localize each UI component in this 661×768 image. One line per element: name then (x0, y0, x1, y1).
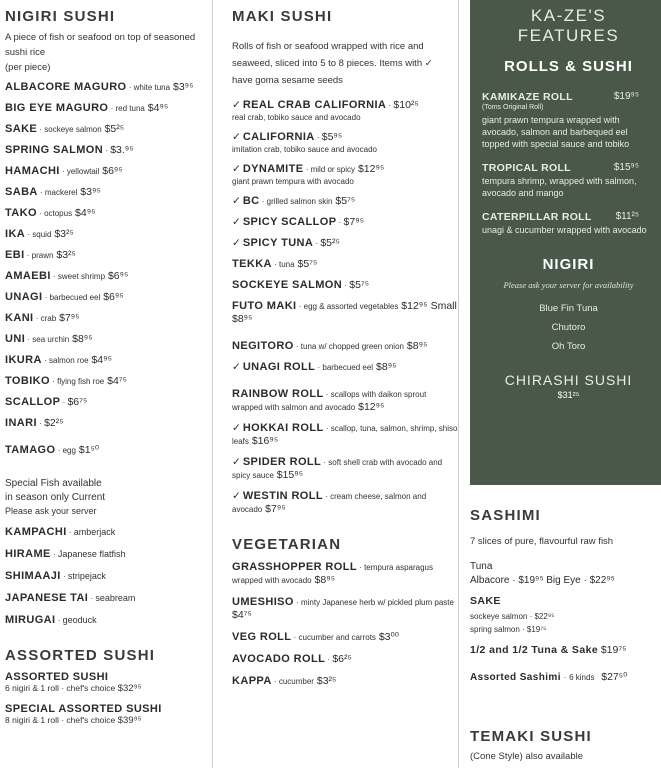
sashimi-description: 7 slices of pure, flavourful raw fish (470, 536, 614, 547)
special-fish-desc: stripejack (67, 571, 106, 581)
nigiri-item-desc: sockeye salmon (44, 125, 102, 134)
nigiri-item: IKURA · salmon roe $4⁹⁵ (5, 354, 112, 366)
maki-item-name: TEKKA (232, 258, 272, 270)
vegetarian-item-desc: cucumber (278, 677, 314, 686)
maki-item-name: SPICY SCALLOP (242, 216, 337, 228)
special-fish-name: HIRAME (5, 548, 51, 560)
maki-item: TEKKA · tuna $5⁷⁵ (232, 258, 318, 270)
special-fish-line3: Please ask your server (5, 506, 97, 516)
sesame-check-icon: ✓ (232, 163, 241, 175)
sashimi-assorted-price: $27⁵⁰ (601, 671, 628, 683)
nigiri-item: INARI · $2²⁵ (5, 417, 64, 429)
sesame-check-icon: ✓ (232, 361, 241, 373)
assorted-item-name: SPECIAL ASSORTED SUSHI (5, 703, 162, 715)
temaki-description: (Cone Style) also available (470, 751, 584, 762)
vegetarian-item-price: $3²⁵ (316, 675, 337, 687)
sashimi-sake-line2: spring salmon · $19⁷⁵ (470, 625, 547, 634)
feature-nigiri-item: Oh Toro (551, 341, 586, 352)
maki-item-name: BC (242, 195, 260, 207)
nigiri-item-price: $4⁹⁵ (75, 207, 96, 219)
special-fish-item: KAMPACHI · amberjack (5, 526, 116, 538)
maki-item-name: SPICY TUNA (242, 237, 314, 249)
vegetarian-item-desc: tempura asparagus wrapped with avocado (232, 563, 434, 585)
special-fish-item: SHIMAAJI · stripejack (5, 570, 106, 582)
nigiri-unit: (per piece) (5, 62, 51, 73)
assorted-item-detail-text: 8 nigiri & 1 roll · chef's choice (5, 715, 116, 725)
nigiri-item-price: $3.⁹⁵ (110, 144, 134, 156)
maki-item-price: $8⁹⁵ (376, 361, 397, 373)
features-panel (470, 0, 661, 485)
nigiri-item-name: TAMAGO (5, 444, 56, 456)
special-fish-item: MIRUGAI · geoduck (5, 614, 97, 626)
nigiri-item-price: $8⁹⁵ (72, 333, 93, 345)
sashimi-assorted-sub: 6 kinds (569, 673, 595, 682)
nigiri-title: NIGIRI SUSHI (5, 8, 116, 25)
maki-item-price: $5⁹⁵ (321, 131, 343, 143)
sashimi-tuna-label: Tuna (470, 561, 493, 572)
vegetarian-item: VEG ROLL · cucumber and carrots $3⁰⁰ (232, 631, 399, 643)
feature-roll-header (482, 211, 655, 223)
nigiri-column (0, 0, 207, 768)
assorted-item-price: $39⁹⁵ (117, 715, 142, 726)
sashimi-assorted-label: Assorted Sashimi (470, 672, 561, 683)
maki-item: ✓ CALIFORNIA · $5⁹⁵ imitation crab, tobiko sauce and avocado (232, 131, 458, 155)
assorted-item-detail (5, 683, 207, 694)
sashimi-sake-line1: sockeye salmon · $22⁹⁵ (470, 612, 555, 621)
sashimi-half-half (470, 644, 661, 657)
special-fish-desc: amberjack (73, 527, 116, 537)
nigiri-item-name: IKURA (5, 354, 42, 366)
special-fish-desc: Japanese flatfish (57, 549, 126, 559)
maki-item: SOCKEYE SALMON · $5⁷⁵ (232, 279, 370, 291)
nigiri-item-price: $3²⁵ (54, 228, 74, 240)
nigiri-item-desc: salmon roe (48, 356, 89, 365)
special-fish-line2: in season only Current (5, 492, 106, 503)
nigiri-item-name: EBI (5, 249, 25, 261)
sesame-check-icon: ✓ (232, 131, 241, 143)
sashimi-title: SASHIMI (470, 507, 541, 524)
nigiri-item: ALBACORE MAGURO · white tuna $3⁹⁵ (5, 81, 194, 93)
maki-item-price: $15⁹⁵ (276, 469, 304, 481)
nigiri-item-name: SABA (5, 186, 38, 198)
sashimi-sake-label: SAKE (470, 595, 501, 607)
vegetarian-item: UMESHISO · minty Japanese herb w/ pickled plum paste $4⁷⁵ (232, 596, 454, 621)
nigiri-item-price: $3²⁵ (56, 249, 76, 261)
nigiri-item-desc: flying fish roe (57, 377, 105, 386)
vegetarian-item: KAPPA · cucumber $3²⁵ (232, 675, 337, 687)
nigiri-item-name: KANI (5, 312, 34, 324)
feature-roll-header (482, 162, 655, 174)
nigiri-item: EBI · prawn $3²⁵ (5, 249, 76, 261)
column-divider-2 (458, 0, 459, 768)
nigiri-item-name: UNAGI (5, 291, 43, 303)
feature-roll-name: KAMIKAZE ROLL (482, 91, 573, 103)
vegetarian-item-name: VEG ROLL (232, 631, 292, 643)
sesame-check-icon: ✓ (232, 237, 241, 249)
sesame-check-icon: ✓ (232, 99, 241, 111)
nigiri-item-name: HAMACHI (5, 165, 60, 177)
nigiri-item: SABA · mackerel $3⁹⁵ (5, 186, 101, 198)
nigiri-item: AMAEBI · sweet shrimp $6⁹⁵ (5, 270, 129, 282)
maki-item-price: $5⁷⁵ (349, 279, 370, 291)
nigiri-item-desc: barbecued eel (49, 293, 101, 302)
maki-item: ✓ WESTIN ROLL · cream cheese, salmon and avocado $7⁹⁵ (232, 490, 427, 515)
special-fish-item: JAPANESE TAI · seabream (5, 592, 136, 604)
nigiri-item: IKA · squid $3²⁵ (5, 228, 74, 240)
nigiri-item-name: UNI (5, 333, 26, 345)
feature-nigiri-item: Chutoro (551, 322, 586, 333)
maki-item: NEGITORO · tuna w/ chopped green onion $8⁹⁵ (232, 340, 428, 352)
nigiri-item: UNI · sea urchin $8⁹⁵ (5, 333, 93, 345)
maki-item-desc: egg & assorted vegetables (303, 302, 399, 311)
nigiri-item-price: $1⁵⁰ (78, 444, 100, 456)
maki-item: FUTO MAKI · egg & assorted vegetables $12⁹⁵ Small $8⁹⁵ (232, 300, 457, 325)
nigiri-item: KANI · crab $7⁹⁵ (5, 312, 80, 324)
sashimi-tuna (470, 560, 661, 587)
maki-item-price: $5²⁵ (320, 237, 340, 249)
vegetarian-item: AVOCADO ROLL · $6²⁵ (232, 653, 352, 665)
nigiri-item-name: SAKE (5, 123, 38, 135)
maki-item-price: $7⁹⁵ (265, 503, 286, 515)
vegetarian-item-name: UMESHISO (232, 596, 294, 608)
nigiri-item-desc: sea urchin (32, 335, 70, 344)
special-fish-desc: seabream (95, 593, 136, 603)
nigiri-item-price: $4⁹⁵ (91, 354, 112, 366)
nigiri-item-price: $3⁹⁵ (173, 81, 194, 93)
nigiri-item: TOBIKO · flying fish roe $4⁷⁵ (5, 375, 127, 387)
feature-roll-price: $15⁹⁵ (613, 162, 639, 173)
feature-roll-desc: tempura shrimp, wrapped with salmon, avocado and mango (482, 176, 637, 198)
feature-roll-name: CATERPILLAR ROLL (482, 211, 592, 223)
nigiri-item-name: TOBIKO (5, 375, 50, 387)
assorted-list (5, 671, 207, 726)
maki-item-desc: tuna (279, 260, 295, 269)
maki-item-desc: tuna w/ chopped green onion (300, 342, 404, 351)
maki-item: ✓ SPIDER ROLL · soft shell crab with avocado and spicy sauce $15⁹⁵ (232, 456, 443, 481)
assorted-item (5, 703, 207, 726)
nigiri-item-desc: sweet shrimp (57, 272, 106, 281)
feature-roll (482, 91, 655, 150)
feature-roll (482, 162, 655, 199)
maki-item-desc: scallops with daikon sprout wrapped with salmon and avocado (232, 390, 427, 412)
maki-item-price: $12⁹⁵ Small $8⁹⁵ (232, 300, 457, 325)
vegetarian-item-price: $8⁹⁵ (314, 574, 336, 586)
maki-item-name: UNAGI ROLL (242, 361, 316, 373)
maki-item: ✓ REAL CRAB CALIFORNIA · $10²⁵ real crab, tobiko sauce and avocado (232, 99, 458, 123)
assorted-item-price: $32⁹⁵ (117, 683, 142, 694)
feature-roll (482, 211, 655, 236)
nigiri-item-desc: red tuna (115, 104, 145, 113)
nigiri-item-desc: squid (32, 230, 52, 239)
nigiri-item: TAKO · octopus $4⁹⁵ (5, 207, 96, 219)
nigiri-item-name: AMAEBI (5, 270, 51, 282)
nigiri-item-price: $4⁷⁵ (107, 375, 127, 387)
nigiri-item-desc: yellowtail (66, 167, 100, 176)
sashimi-section (470, 507, 661, 684)
maki-item-desc: grilled salmon skin (266, 197, 333, 206)
maki-item-price: $5⁷⁵ (297, 258, 318, 270)
nigiri-item-desc: egg (62, 446, 76, 455)
chirashi-price: $31²⁵ (557, 390, 580, 400)
assorted-item-detail (5, 715, 207, 726)
maki-item-name: SPIDER ROLL (242, 456, 322, 468)
vegetarian-item-price: $4⁷⁵ (232, 609, 252, 621)
maki-item-price: $10²⁵ (393, 99, 419, 111)
maki-list (232, 99, 458, 516)
vegetarian-item-price: $6²⁵ (332, 653, 352, 665)
maki-item: ✓ SPICY SCALLOP · $7⁹⁵ (232, 216, 365, 228)
vegetarian-item-name: GRASSHOPPER ROLL (232, 561, 357, 573)
assorted-item-detail-text: 6 nigiri & 1 roll · chef's choice (5, 683, 116, 693)
nigiri-item-name: ALBACORE MAGURO (5, 81, 127, 93)
maki-column (218, 0, 458, 768)
maki-item-price: $8⁹⁵ (406, 340, 428, 352)
vegetarian-item-name: AVOCADO ROLL (232, 653, 326, 665)
sesame-check-icon: ✓ (232, 216, 241, 228)
feature-roll-header (482, 91, 655, 103)
nigiri-item-price: $6⁹⁵ (107, 270, 129, 282)
nigiri-item-price: $7⁹⁵ (59, 312, 80, 324)
nigiri-item-name: IKA (5, 228, 26, 240)
nigiri-item-price: $4⁹⁵ (147, 102, 169, 114)
nigiri-item-desc: white tuna (133, 83, 171, 92)
nigiri-item-price: $3⁹⁵ (80, 186, 101, 198)
nigiri-item-desc: prawn (31, 251, 54, 260)
features-nigiri-title: NIGIRI (542, 256, 595, 273)
feature-roll-name: TROPICAL ROLL (482, 162, 571, 174)
features-rolls-list (482, 91, 655, 236)
special-fish-name: MIRUGAI (5, 614, 56, 626)
maki-item: ✓ SPICY TUNA · $5²⁵ (232, 237, 340, 249)
sashimi-half-price: $19⁷⁵ (600, 644, 627, 656)
special-fish-desc: geoduck (62, 615, 97, 625)
nigiri-item-name: INARI (5, 417, 37, 429)
assorted-item-name: ASSORTED SUSHI (5, 671, 109, 683)
sesame-check-icon: ✓ (232, 456, 241, 468)
maki-item-name: WESTIN ROLL (242, 490, 323, 502)
maki-title: MAKI SUSHI (232, 8, 333, 25)
feature-roll-desc: unagi & cucumber wrapped with avocado (482, 225, 647, 235)
nigiri-item: UNAGI · barbecued eel $6⁹⁵ (5, 291, 124, 303)
nigiri-item-name: SPRING SALMON (5, 144, 104, 156)
column-divider-1 (212, 0, 213, 768)
nigiri-list (5, 81, 207, 457)
sesame-check-icon: ✓ (232, 422, 241, 434)
vegetarian-item-price: $3⁰⁰ (378, 631, 399, 643)
nigiri-item: SPRING SALMON · $3.⁹⁵ (5, 144, 134, 156)
nigiri-item-price: $5²⁵ (104, 123, 125, 135)
sashimi-tuna-line: Albacore · $19⁹⁵ Big Eye · $22⁹⁵ (470, 575, 615, 586)
rolls-sushi-title: ROLLS & SUSHI (504, 58, 633, 75)
nigiri-description: A piece of fish or seafood on top of seasoned sushi rice (5, 32, 196, 58)
sashimi-sake (470, 595, 661, 636)
nigiri-item-name: TAKO (5, 207, 37, 219)
maki-item-detail: giant prawn tempura with avocado (232, 177, 354, 186)
nigiri-item-desc: octopus (44, 209, 73, 218)
features-nigiri-note: Please ask your server for availability (503, 280, 634, 290)
vegetarian-title: VEGETARIAN (232, 536, 342, 553)
nigiri-item-price: $6⁹⁵ (102, 165, 123, 177)
nigiri-item: TAMAGO · egg $1⁵⁰ (5, 444, 100, 456)
temaki-section (470, 728, 661, 765)
nigiri-item: SCALLOP · $6⁷⁵ (5, 396, 88, 408)
assorted-title: ASSORTED SUSHI (5, 647, 156, 664)
maki-item-name: CALIFORNIA (242, 131, 315, 143)
maki-item-name: HOKKAI ROLL (242, 422, 324, 434)
nigiri-item-desc: mackerel (44, 188, 78, 197)
maki-item-name: NEGITORO (232, 340, 294, 352)
maki-item-desc: soft shell crab with avocado and spicy sauce (232, 458, 443, 480)
maki-item-desc: cream cheese, salmon and avocado (232, 492, 427, 514)
maki-description: Rolls of fish or seafood wrapped with rice and seaweed, sliced into 5 to 8 pieces. Items with ✓ have goma sesame seeds (232, 41, 433, 86)
features-title-line1: KA-ZE'S (530, 6, 607, 25)
vegetarian-item-desc: cucumber and carrots (298, 633, 376, 642)
nigiri-item: HAMACHI · yellowtail $6⁹⁵ (5, 165, 123, 177)
special-fish-list (5, 526, 207, 627)
nigiri-item-price: $6⁹⁵ (103, 291, 124, 303)
nigiri-item-name: SCALLOP (5, 396, 61, 408)
maki-item-price: $12⁹⁵ (357, 163, 385, 175)
maki-item-price: $12⁹⁵ (358, 401, 385, 413)
sesame-check-icon: ✓ (232, 195, 241, 207)
feature-roll-price: $11²⁵ (615, 211, 639, 222)
maki-item-detail: imitation crab, tobiko sauce and avocado (232, 145, 377, 154)
maki-item-desc: scallop, tuna, salmon, shrimp, shiso leafs (232, 424, 458, 446)
nigiri-item-price: $2²⁵ (44, 417, 64, 429)
vegetarian-list (232, 561, 458, 688)
maki-item: ✓ DYNAMITE · mild or spicy $12⁹⁵ giant prawn tempura with avocado (232, 163, 458, 187)
special-fish-name: SHIMAAJI (5, 570, 61, 582)
nigiri-item-price: $6⁷⁵ (67, 396, 88, 408)
chirashi-title: CHIRASHI SUSHI (504, 372, 633, 388)
special-fish-name: JAPANESE TAI (5, 592, 89, 604)
special-fish (5, 477, 207, 627)
feature-nigiri-item: Blue Fin Tuna (539, 303, 598, 314)
features-nigiri-list (482, 299, 655, 356)
special-fish-item: HIRAME · Japanese flatfish (5, 548, 126, 560)
maki-item-detail: real crab, tobiko sauce and avocado (232, 113, 361, 122)
nigiri-item: BIG EYE MAGURO · red tuna $4⁹⁵ (5, 102, 169, 114)
vegetarian-item-desc: minty Japanese herb w/ pickled plum paste (300, 598, 454, 607)
maki-item: ✓ HOKKAI ROLL · scallop, tuna, salmon, shrimp, shiso leafs $16⁹⁵ (232, 422, 458, 447)
maki-item-name: RAINBOW ROLL (232, 388, 324, 400)
vegetarian-item: GRASSHOPPER ROLL · tempura asparagus wrapped with avocado $8⁹⁵ (232, 561, 434, 586)
vegetarian-item-name: KAPPA (232, 675, 272, 687)
nigiri-item-desc: crab (40, 314, 57, 323)
maki-item-name: FUTO MAKI (232, 300, 297, 312)
maki-item: ✓ UNAGI ROLL · barbecued eel $8⁹⁵ (232, 361, 397, 373)
maki-item-price: $7⁹⁵ (343, 216, 365, 228)
maki-item: RAINBOW ROLL · scallops with daikon sprout wrapped with salmon and avocado $12⁹⁵ (232, 388, 427, 413)
feature-roll-note: (Toms Original Roll) (482, 104, 544, 111)
maki-item-name: DYNAMITE (242, 163, 304, 175)
features-column (470, 0, 661, 768)
feature-roll-desc: giant prawn tempura wrapped with avocado, salmon and barbequed eel topped with special sauce and tobiko (482, 115, 630, 149)
nigiri-item-name: BIG EYE MAGURO (5, 102, 109, 114)
special-fish-name: KAMPACHI (5, 526, 67, 538)
nigiri-item: SAKE · sockeye salmon $5²⁵ (5, 123, 125, 135)
features-title-line2: FEATURES (517, 26, 620, 45)
sashimi-half-label: 1/2 and 1/2 Tuna & Sake (470, 644, 599, 656)
maki-item-price: $16⁹⁵ (251, 435, 279, 447)
maki-item-desc: mild or spicy (310, 165, 356, 174)
maki-item: ✓ BC · grilled salmon skin $5⁷⁵ (232, 195, 356, 207)
assorted-item (5, 671, 207, 694)
temaki-title: TEMAKI SUSHI (470, 728, 592, 745)
sesame-check-icon: ✓ (232, 490, 241, 502)
sashimi-assorted: Assorted Sashimi · 6 kinds $27⁵⁰ (470, 671, 628, 683)
special-fish-line1: Special Fish available (5, 478, 102, 489)
feature-roll-price: $19⁹⁵ (613, 91, 639, 102)
maki-item-name: SOCKEYE SALMON (232, 279, 343, 291)
maki-item-price: $5⁷⁵ (335, 195, 356, 207)
maki-item-desc: barbecued eel (322, 363, 374, 372)
maki-item-name: REAL CRAB CALIFORNIA (242, 99, 387, 111)
